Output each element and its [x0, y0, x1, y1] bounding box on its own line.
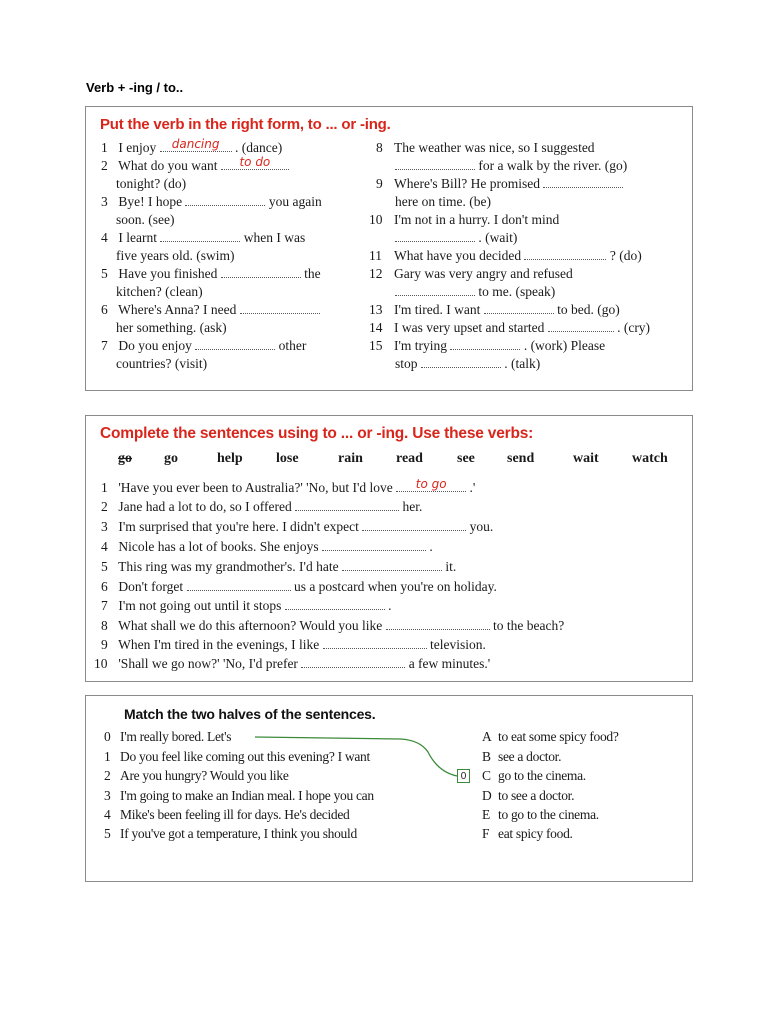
ex1-item-3-cont: soon. (see) — [116, 212, 175, 227]
ex2-item-2: 2 Jane had a lot to do, so I offered her. — [101, 499, 423, 514]
ex1-item-9-cont: here on time. (be) — [395, 194, 491, 209]
verb-go: go — [164, 451, 178, 466]
ex2-item-1: 1 'Have you ever been to Australia?' 'No, but I'd love to go .' — [101, 477, 476, 495]
ex1-item-13: 13 I'm tired. I want to bed. (go) — [369, 302, 620, 317]
ex1-item-8: 8 The weather was nice, so I suggested — [376, 140, 595, 155]
ex2-item-10: 10 'Shall we go now?' 'No, I'd prefer a few minutes.' — [94, 656, 491, 671]
ex1-item-12: 12 Gary was very angry and refused — [369, 266, 573, 281]
ex3-right-d: D to see a doctor. — [482, 788, 575, 803]
ex1-item-7-cont: countries? (visit) — [116, 356, 208, 371]
verb-lose: lose — [276, 451, 299, 466]
ex3-left-1: 1 Do you feel like coming out this evening? I want — [104, 749, 370, 764]
ex1-item-2-cont: tonight? (do) — [116, 176, 187, 191]
ex2-blank-1[interactable]: to go — [396, 480, 466, 492]
ex1-item-4: 4 I learnt when I was — [101, 230, 306, 245]
ex3-left-0: 0 I'm really bored. Let's — [104, 729, 232, 744]
ex1-item-10: 10 I'm not in a hurry. I don't mind — [369, 212, 560, 227]
ex1-item-7: 7 Do you enjoy other — [101, 338, 307, 353]
ex2-item-8: 8 What shall we do this afternoon? Would you like to the beach? — [101, 618, 565, 633]
ex1-item-5-cont: kitchen? (clean) — [116, 284, 203, 299]
ex3-left-5: 5 If you've got a temperature, I think you should — [104, 826, 357, 841]
ex1-item-9: 9 Where's Bill? He promised — [376, 175, 623, 193]
ex1-blank-1[interactable]: dancing — [160, 140, 232, 152]
ex3-left-2: 2 Are you hungry? Would you like — [104, 768, 289, 783]
ex1-item-8-cont: for a walk by the river. (go) — [395, 157, 627, 175]
ex1-item-14: 14 I was very upset and started . (cry) — [369, 320, 651, 335]
ex1-item-4-cont: five years old. (swim) — [116, 248, 235, 263]
ex1-item-11: 11 What have you decided ? (do) — [369, 248, 642, 263]
verb-watch: watch — [632, 451, 668, 466]
ex1-item-15-cont: stop . (talk) — [395, 356, 541, 371]
verb-read: read — [396, 451, 423, 466]
ex3-right-c: C go to the cinema. — [482, 768, 586, 783]
page-title: Verb + -ing / to.. — [86, 80, 184, 95]
ex3-right-a: A to eat some spicy food? — [482, 729, 619, 744]
exercise-1-heading: Put the verb in the right form, to ... or -ing. — [100, 116, 391, 133]
ex1-item-15: 15 I'm trying . (work) Please — [369, 338, 606, 353]
exercise-2-heading: Complete the sentences using to ... or -ing. Use these verbs: — [100, 425, 534, 442]
ex2-item-5: 5 This ring was my grandmother's. I'd hate it. — [101, 559, 457, 574]
verb-help: help — [217, 451, 243, 466]
ex3-left-3: 3 I'm going to make an Indian meal. I hope you can — [104, 788, 374, 803]
ex2-item-7: 7 I'm not going out until it stops . — [101, 598, 392, 613]
ex1-item-10-cont: . (wait) — [395, 229, 517, 247]
verb-go-used: go — [118, 451, 132, 466]
ex1-item-1: 1 I enjoy dancing . (dance) — [101, 137, 283, 155]
ex1-item-2: 2 What do you want to do — [101, 157, 289, 175]
verb-see: see — [457, 451, 475, 466]
ex1-blank-2[interactable]: to do — [221, 158, 289, 170]
ex2-item-3: 3 I'm surprised that you're here. I didn't expect you. — [101, 519, 494, 534]
match-answer-box[interactable]: 0 — [457, 769, 470, 783]
ex3-right-e: E to go to the cinema. — [482, 807, 599, 822]
ex3-right-b: B see a doctor. — [482, 749, 562, 764]
ex1-item-5: 5 Have you finished the — [101, 266, 321, 281]
ex3-right-f: F eat spicy food. — [482, 826, 573, 841]
verb-send: send — [507, 451, 535, 466]
ex3-left-4: 4 Mike's been feeling ill for days. He's decided — [104, 807, 350, 822]
ex1-item-3: 3 Bye! I hope you again — [101, 194, 322, 209]
ex2-item-6: 6 Don't forget us a postcard when you're on holiday. — [101, 579, 497, 594]
ex1-item-12-cont: to me. (speak) — [395, 283, 555, 301]
verb-wait: wait — [573, 451, 599, 466]
ex1-item-6: 6 Where's Anna? I need — [101, 301, 320, 319]
ex2-item-4: 4 Nicole has a lot of books. She enjoys . — [101, 539, 433, 554]
ex2-item-9: 9 When I'm tired in the evenings, I like television. — [101, 637, 486, 652]
exercise-3-heading: Match the two halves of the sentences. — [124, 706, 376, 722]
verb-rain: rain — [338, 451, 363, 466]
ex1-item-6-cont: her something. (ask) — [116, 320, 227, 335]
